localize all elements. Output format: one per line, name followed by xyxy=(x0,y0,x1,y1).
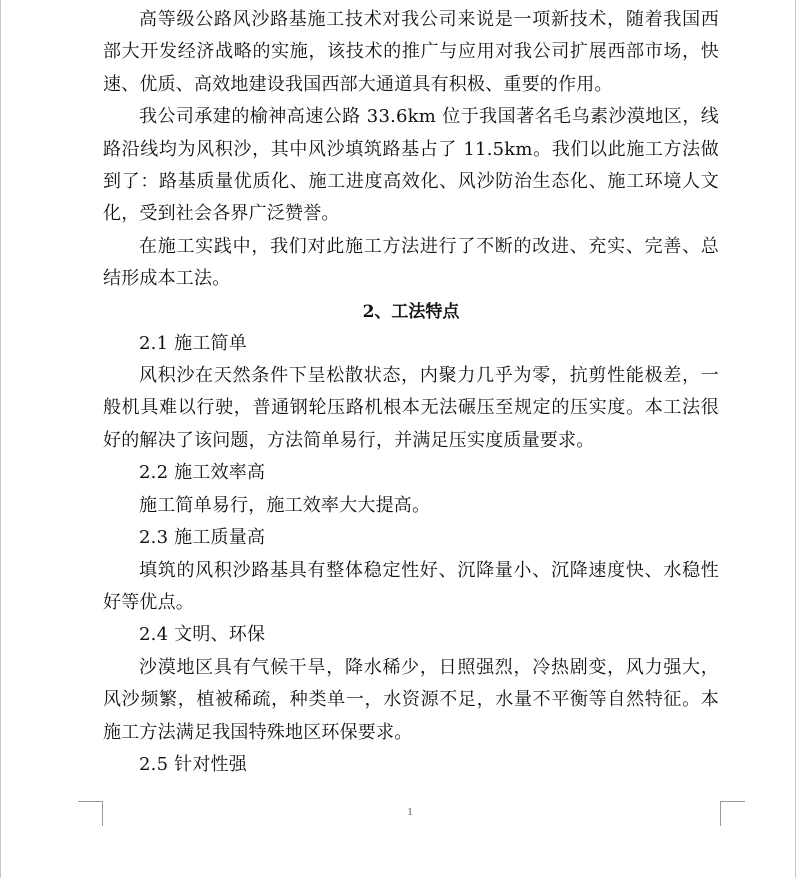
subsection-title-2-4: 2.4 文明、环保 xyxy=(139,624,266,646)
subsection-title-2-1: 2.1 施工简单 xyxy=(139,332,247,354)
subsection-title-2-3: 2.3 施工质量高 xyxy=(139,527,266,549)
subsection-body-2-3: 填筑的风积沙路基具有整体稳定性好、沉降量小、沉降速度快、水稳性好等优点。 xyxy=(103,559,719,613)
subsection-body-2-1: 风积沙在天然条件下呈松散状态，内聚力几乎为零，抗剪性能极差，一般机具难以行驶，普通钢轮压路机根本无法碾压至规定的压实度。本工法很好的解决了该问题，方法简单易行，并满足压实度质量要求。 xyxy=(103,365,719,451)
page-corner-mark-right xyxy=(720,801,745,826)
page-corner-mark-left xyxy=(78,801,103,826)
document-body xyxy=(103,4,719,781)
page-number: 1 xyxy=(407,806,413,818)
page-left-edge xyxy=(0,0,1,878)
intro-paragraph-1: 高等级公路风沙路基施工技术对我公司来说是一项新技术，随着我国西部大开发经济战略的实施，该技术的推广与应用对我公司扩展西部市场，快速、优质、高效地建设我国西部大通道具有积极、重要的作用。 xyxy=(103,9,719,95)
subsection-title-2-5: 2.5 针对性强 xyxy=(139,753,247,775)
subsection-body-2-4: 沙漠地区具有气候干旱，降水稀少，日照强烈，冷热剧变，风力强大，风沙频繁，植被稀疏，种类单一，水资源不足，水量不平衡等自然特征。本施工方法满足我国特殊地区环保要求。 xyxy=(103,656,719,743)
subsection-body-2-2: 施工简单易行，施工效率大大提高。 xyxy=(139,494,431,516)
intro-paragraph-2: 我公司承建的榆神高速公路 33.6km 位于我国著名毛乌素沙漠地区，线路沿线均为风积沙，其中风沙填筑路基占了 11.5km。我们以此施工方法做到了：路基质量优质化、施工进度高效化、风沙防治生态化、施工环境人文化，受到社会各界广泛赞誉。 xyxy=(103,106,719,225)
intro-paragraph-3: 在施工实践中，我们对此施工方法进行了不断的改进、充实、完善、总结形成本工法。 xyxy=(103,235,719,290)
subsection-title-2-2: 2.2 施工效率高 xyxy=(139,462,266,484)
section-heading: 2、工法特点 xyxy=(362,301,460,322)
